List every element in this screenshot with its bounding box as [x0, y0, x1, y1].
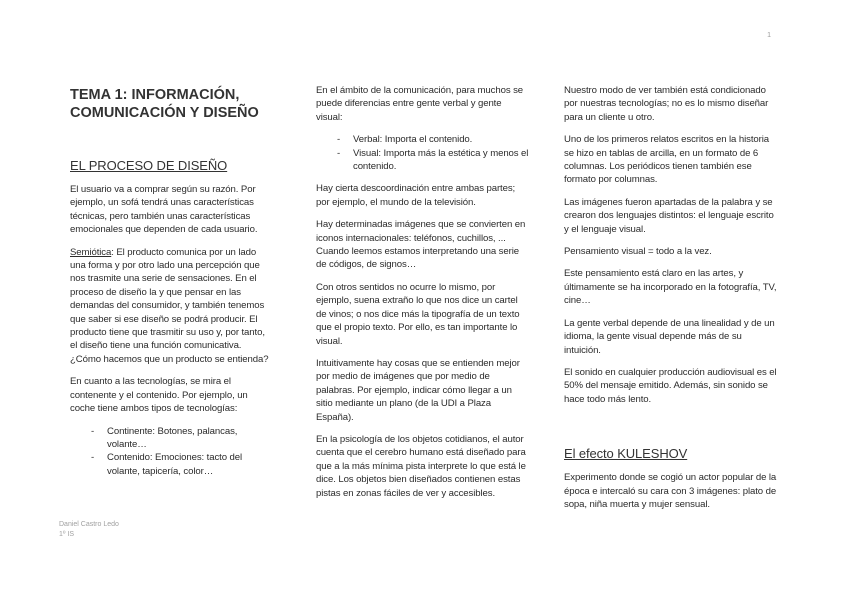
bullet-list — [316, 133, 530, 173]
paragraph: La gente verbal depende de una linealidad y de un idioma, la gente visual depende más de su intuición. — [564, 317, 775, 356]
paragraph: El usuario va a comprar según su razón. Por ejemplo, un sofá tendrá unas características técnicas, pero también unas características emocionales que dependen de cada usuario. — [70, 184, 258, 236]
paragraph: Intuitivamente hay cosas que se entienden mejor por medio de imágenes que por medio de palabras. Por ejemplo, indicar cómo llegar a un sitio mediante un plano (de la UDI a Plaza España). — [316, 357, 520, 423]
column-right — [564, 84, 778, 520]
list-item: - Visual: Importa más la estética y menos el contenido. — [316, 147, 530, 174]
paragraph: Con otros sentidos no ocurre lo mismo, por ejemplo, suena extraño lo que nos dice un cartel de vinos; o nos dice más la tipografía de un texto que el propio texto. Por ello, es tan importante lo visual. — [316, 281, 520, 347]
paragraph: En cuanto a las tecnologías, se mira el contenente y el contenido. Por ejemplo, un coche tiene ambos tipos de tecnologías: — [70, 376, 248, 415]
list-item: - Contenido: Emociones: tacto del volante, tapicería, color… — [70, 451, 270, 478]
section-heading-design-process: EL PROCESO DE DISEÑO — [70, 158, 228, 173]
column-middle — [316, 84, 530, 509]
paragraph: Nuestro modo de ver también está condicionado por nuestras tecnologías; no es lo mismo diseñar para un cliente u otro. — [564, 85, 769, 123]
list-item: - Continente: Botones, palancas, volante… — [70, 425, 270, 452]
paragraph: En la psicología de los objetos cotidianos, el autor cuenta que el cerebro humano está diseñado para que a la más mínima pista interprete lo que está le dice. Los objetos bien diseñados contienen estas pistas en zonas fáciles de ver y accesibles. — [316, 433, 526, 499]
footer-course: 1º IS — [59, 531, 75, 538]
section-heading-kuleshov: El efecto KULESHOV — [564, 446, 688, 462]
paragraph: Experimento donde se cogió un actor popular de la época e intercaló su cara con 3 imágenes: plato de sopa, niña muerta y mujer sensual. — [564, 472, 777, 510]
paragraph: Este pensamiento está claro en las artes, y últimamente se ha incorporado en la fotografía, TV, cine… — [564, 268, 777, 307]
paragraph: Pensamiento visual = todo a la vez. — [564, 246, 712, 258]
list-item: - Verbal: Importa el contenido. — [316, 133, 530, 146]
topic-title-line-2: COMUNICACIÓN Y DISEÑO — [70, 105, 259, 121]
paragraph: El sonido en cualquier producción audiovisual es el 50% del mensaje emitido. Además, sin sonido se hace todo más lento. — [564, 366, 777, 405]
paragraph: Hay determinadas imágenes que se convierten en iconos internacionales: teléfonos, cuchillos, ... Cuando leemos estamos interpretando una serie de códigos, de signos… — [316, 219, 526, 271]
topic-title-line-1: TEMA 1: INFORMACIÓN, — [70, 87, 240, 103]
footer — [59, 520, 119, 540]
paragraph: En el ámbito de la comunicación, para muchos se puede diferencias entre gente verbal y gente visual: — [316, 85, 524, 123]
paragraph-semiotics — [70, 246, 270, 367]
footer-author: Daniel Castro Ledo — [59, 521, 119, 528]
paragraph: Hay cierta descoordinación entre ambas partes; por ejemplo, el mundo de la televisión. — [316, 183, 516, 208]
semiotics-definition: : El producto comunica por un lado una forma y por otro lado una percepción que nos trasmite una serie de sensaciones. En el proceso de diseño la y que pensar en las demandas del consumidor, y también tenemos que saber si ese diseño se podrá producir. El producto tiene que trasmitir su uso y, por tanto, el diseño tiene una función comunicativa. ¿Cómo hacemos que un producto se entienda? — [70, 246, 269, 365]
column-left — [70, 84, 270, 487]
paragraph: Las imágenes fueron apartadas de la palabra y se crearon dos lenguajes distintos: el lenguaje escrito y el lenguaje visual. — [564, 196, 774, 235]
paragraph: Uno de los primeros relatos escritos en la historia se hizo en tablas de arcilla, en un formato de 6 columnas. Los periódicos tienen también ese formato por columnas. — [564, 134, 769, 186]
topic-title — [70, 86, 270, 122]
term-semiotics: Semiótica — [70, 246, 112, 258]
bullet-list — [70, 425, 270, 479]
page-number: 1 — [767, 32, 771, 39]
